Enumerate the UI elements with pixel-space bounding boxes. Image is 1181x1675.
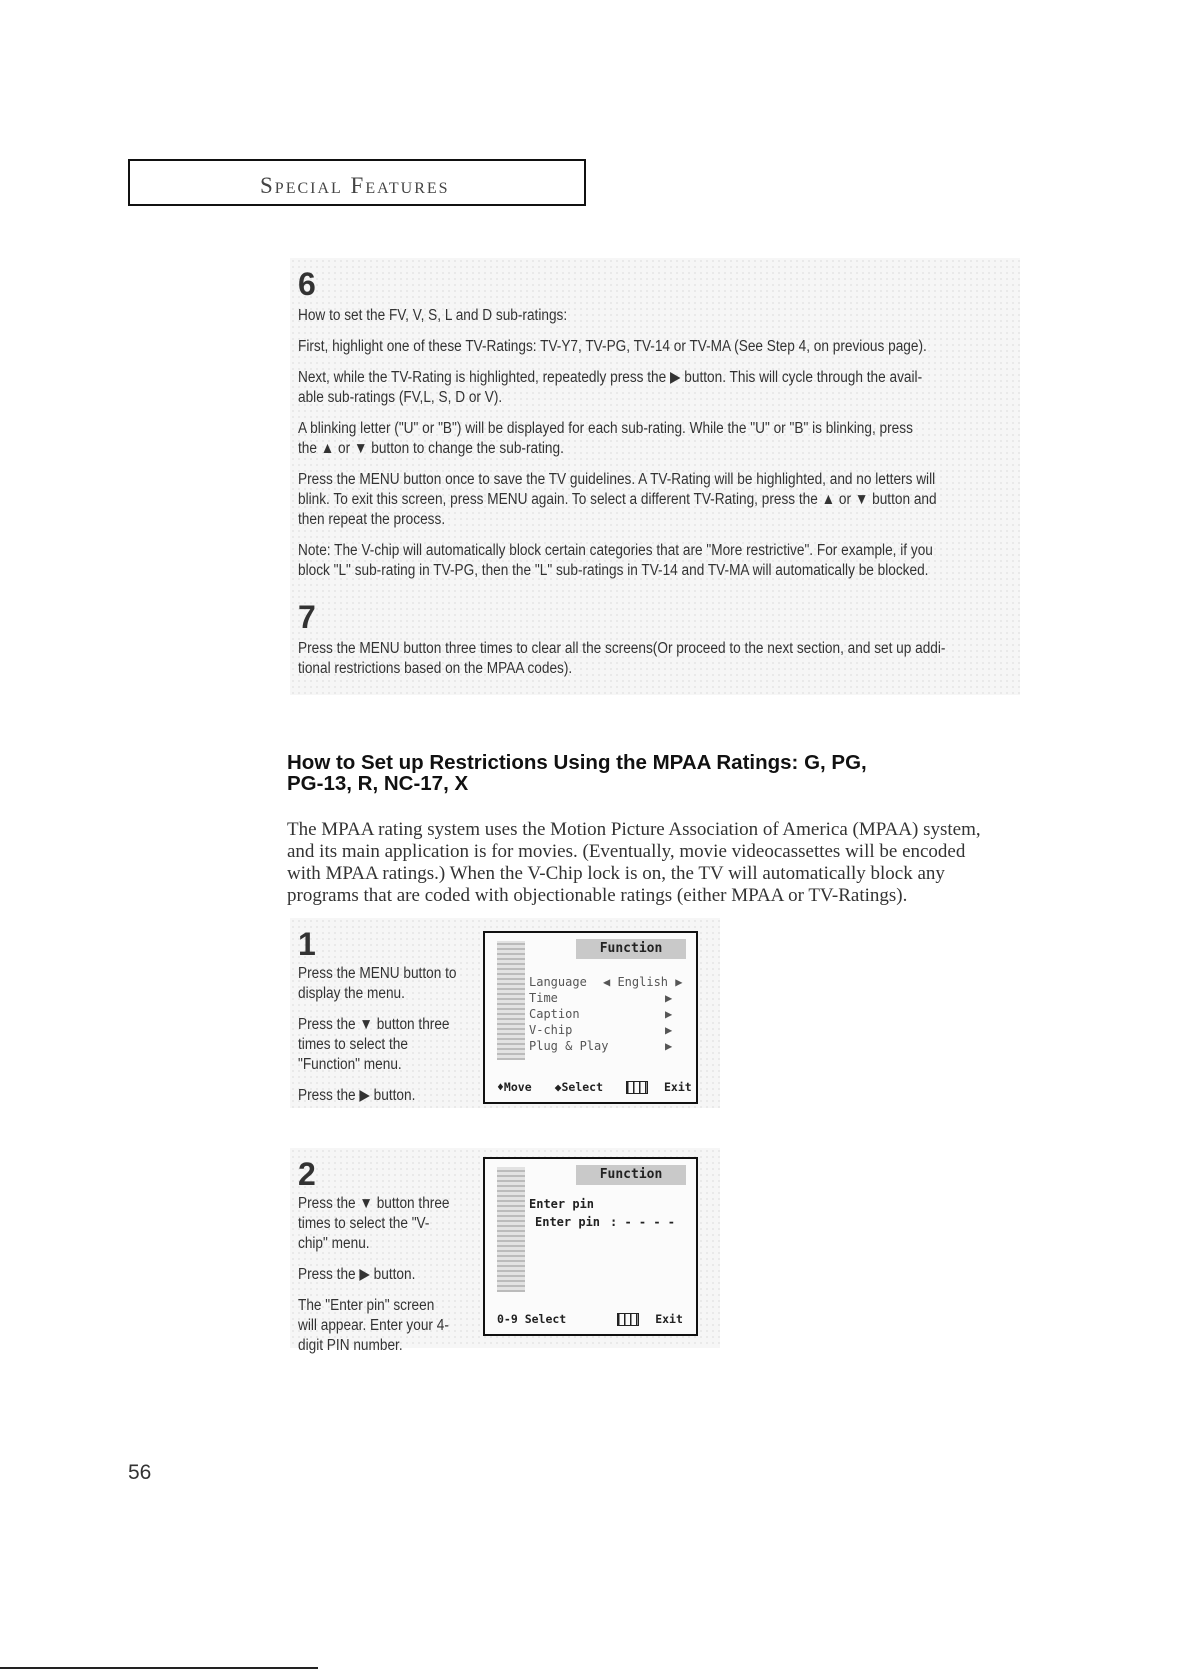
chevron-right-icon: ▶	[665, 991, 673, 1005]
body-line: The MPAA rating system uses the Motion Picture Association of America (MPAA) system,	[287, 819, 981, 840]
steps-6-7-panel	[290, 258, 1020, 695]
body-line: and its main application is for movies. (Eventually, movie videocassettes will be encoded	[287, 841, 966, 862]
select-hint: ◆Select	[554, 1080, 604, 1094]
section-header-title: Special Features	[260, 173, 450, 198]
step6-line: Press the MENU button once to save the TV guidelines. A TV-Rating will be highlighted, and no letters will	[298, 471, 936, 488]
chevron-right-icon: ▶	[665, 1039, 673, 1053]
step6-line: First, highlight one of these TV-Ratings: TV-Y7, TV-PG, TV-14 or TV-MA (See Step 4, on previous page).	[298, 338, 927, 355]
menu-header: Function	[576, 939, 686, 959]
pin-field-label: Enter pin	[535, 1215, 601, 1229]
step1-line: times to select the	[298, 1036, 408, 1053]
step1-line: display the menu.	[298, 985, 405, 1002]
pin-field-value: : - - - -	[610, 1215, 676, 1229]
step1-line: Press the MENU button to	[298, 965, 457, 982]
menu-control-bar	[497, 1080, 708, 1094]
chevron-right-icon: ▶	[665, 1023, 673, 1037]
step2-line: Press the ▼ button three	[298, 1195, 450, 1212]
step-number-2: 2	[298, 1156, 316, 1192]
pin-screen-title: Enter pin	[529, 1197, 595, 1211]
language-value: ◀ English ▶	[603, 975, 683, 989]
chevron-right-icon: ▶	[665, 1007, 673, 1021]
enter-pin-screen	[483, 1157, 698, 1336]
step-number-1: 1	[298, 926, 316, 962]
menu-icon-strip	[497, 1167, 525, 1292]
section-body	[287, 819, 981, 907]
section-header-box	[128, 159, 586, 206]
section-heading-line: PG-13, R, NC-17, X	[287, 772, 469, 795]
menu-button-icon	[617, 1313, 639, 1326]
step-number-6: 6	[298, 266, 316, 302]
step6-line: A blinking letter ("U" or "B") will be displayed for each sub-rating. While the "U" or "B" is blinking, press	[298, 420, 913, 437]
menu-item-caption: Caption	[529, 1007, 580, 1021]
menu-item-time: Time	[529, 991, 558, 1005]
step6-line: the ▲ or ▼ button to change the sub-rating.	[298, 440, 564, 457]
menu-item-plug-play: Plug & Play	[529, 1039, 609, 1053]
menu-icon-strip	[497, 941, 525, 1060]
menu-item-language: Language	[529, 975, 587, 989]
step1-line: "Function" menu.	[298, 1056, 402, 1073]
step6-line: Next, while the TV-Rating is highlighted, repeatedly press the ▶ button. This will cycle through the avail-	[298, 369, 923, 386]
step6-line: blink. To exit this screen, press MENU again. To select a different TV-Rating, press the ▲ or ▼ button and	[298, 491, 937, 508]
menu-header: Function	[576, 1165, 686, 1185]
section-heading-line: How to Set up Restrictions Using the MPAA Ratings: G, PG,	[287, 751, 867, 774]
body-line: programs that are coded with objectionable ratings (either MPAA or TV-Ratings).	[287, 885, 908, 906]
step7-line: tional restrictions based on the MPAA codes).	[298, 660, 573, 677]
select-hint: 0-9 Select	[497, 1312, 567, 1326]
function-menu-screen	[483, 931, 698, 1104]
step2-line: chip" menu.	[298, 1235, 370, 1252]
bottom-rule	[0, 1667, 318, 1669]
move-hint: ♦Move	[497, 1080, 532, 1094]
step6-line: able sub-ratings (FV,L, S, D or V).	[298, 389, 503, 406]
step7-line: Press the MENU button three times to clear all the screens(Or proceed to the next section, and set up addi-	[298, 640, 946, 657]
exit-hint: Exit	[655, 1312, 683, 1326]
step1-line: Press the ▼ button three	[298, 1016, 450, 1033]
step2-line: times to select the "V-	[298, 1215, 430, 1232]
step2-line: Press the ▶ button.	[298, 1266, 416, 1283]
step2-line: digit PIN number.	[298, 1337, 403, 1354]
step2-line: The "Enter pin" screen	[298, 1297, 435, 1314]
step-number-7: 7	[298, 599, 316, 635]
menu-item-vchip: V-chip	[529, 1023, 573, 1037]
exit-hint: Exit	[663, 1080, 692, 1094]
step6-line: then repeat the process.	[298, 511, 446, 528]
step6-line: block "L" sub-rating in TV-PG, then the "L" sub-ratings in TV-14 and TV-MA will automatically be blocked.	[298, 562, 929, 579]
menu-control-bar	[497, 1312, 699, 1326]
step6-line: Note: The V-chip will automatically block certain categories that are "More restrictive". For example, if you	[298, 542, 933, 559]
page-number: 56	[128, 1461, 152, 1484]
menu-button-icon	[626, 1081, 648, 1094]
section-heading	[287, 752, 1027, 794]
step1-line: Press the ▶ button.	[298, 1087, 416, 1104]
body-line: with MPAA ratings.) When the V-Chip lock is on, the TV will automatically block any	[287, 863, 945, 884]
step2-line: will appear. Enter your 4-	[298, 1317, 449, 1334]
step6-line: How to set the FV, V, S, L and D sub-ratings:	[298, 307, 568, 324]
